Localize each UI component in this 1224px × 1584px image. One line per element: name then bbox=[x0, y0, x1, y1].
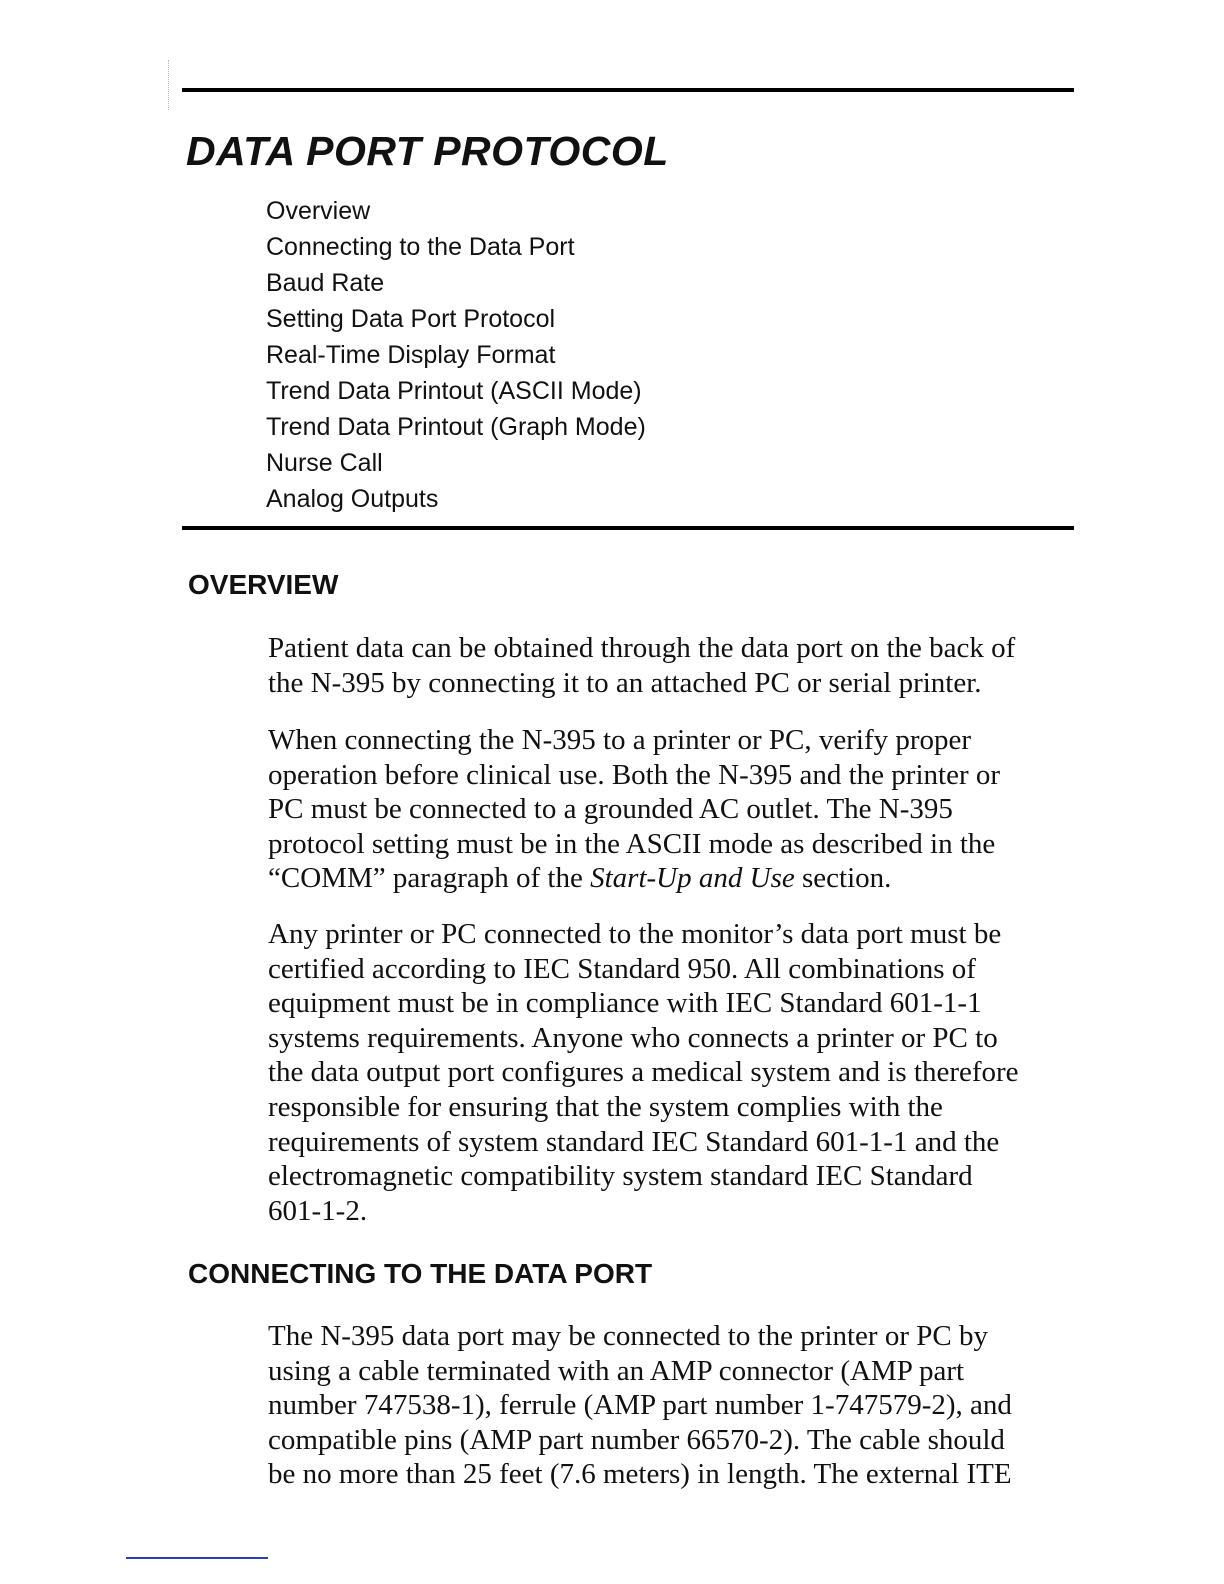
toc-item: Trend Data Printout (ASCII Mode) bbox=[266, 377, 642, 405]
text-run: section. bbox=[794, 862, 892, 895]
text-line: systems requirements. Anyone who connects a printer or PC to bbox=[268, 1021, 998, 1054]
text-line: certified according to IEC Standard 950. All combinations of bbox=[268, 952, 976, 985]
overview-paragraph-3 bbox=[268, 917, 1019, 1228]
toc-item: Baud Rate bbox=[266, 269, 385, 297]
text-line: 601-1-2. bbox=[268, 1194, 368, 1227]
toc-item: Setting Data Port Protocol bbox=[266, 305, 556, 333]
text-line: be no more than 25 feet (7.6 meters) in length. The external ITE bbox=[268, 1458, 1012, 1491]
table-of-contents bbox=[266, 193, 646, 517]
overview-paragraph-2 bbox=[268, 723, 1000, 896]
text-line: responsible for ensuring that the system complies with the bbox=[268, 1090, 943, 1123]
page-title: DATA PORT PROTOCOL bbox=[186, 128, 669, 174]
section-rule bbox=[182, 526, 1074, 530]
text-line: requirements of system standard IEC Standard 601-1-1 and the bbox=[268, 1125, 1000, 1158]
section-reference: Start-Up and Use bbox=[590, 862, 795, 895]
footer-rule bbox=[126, 1557, 268, 1559]
connecting-heading: CONNECTING TO THE DATA PORT bbox=[188, 1258, 653, 1289]
toc-item: Real-Time Display Format bbox=[266, 341, 556, 369]
text-line: The N-395 data port may be connected to the printer or PC by bbox=[268, 1320, 988, 1352]
overview-heading: OVERVIEW bbox=[188, 569, 339, 600]
text-line: PC must be connected to a grounded AC outlet. The N-395 bbox=[268, 793, 953, 826]
toc-item: Analog Outputs bbox=[266, 485, 439, 513]
text-run: “COMM” paragraph of the bbox=[268, 862, 591, 895]
text-line: Any printer or PC connected to the monitor’s data port must be bbox=[268, 918, 1002, 950]
text-line: Patient data can be obtained through the data port on the back of bbox=[268, 632, 1016, 664]
text-line: equipment must be in compliance with IEC Standard 601-1-1 bbox=[268, 987, 982, 1020]
text-line: the data output port configures a medical system and is therefore bbox=[268, 1056, 1019, 1089]
toc-item: Connecting to the Data Port bbox=[266, 233, 575, 261]
margin-mark bbox=[168, 60, 170, 110]
text-line: the N-395 by connecting it to an attached PC or serial printer. bbox=[268, 666, 982, 699]
text-line: compatible pins (AMP part number 66570-2). The cable should bbox=[268, 1423, 1005, 1456]
text-line: using a cable terminated with an AMP connector (AMP part bbox=[268, 1354, 965, 1387]
toc-item: Overview bbox=[266, 197, 371, 225]
top-rule bbox=[182, 88, 1074, 92]
text-line bbox=[268, 861, 1000, 896]
text-line: number 747538-1), ferrule (AMP part number 1-747579-2), and bbox=[268, 1389, 1012, 1422]
text-line: protocol setting must be in the ASCII mode as described in the bbox=[268, 827, 996, 860]
toc-item: Nurse Call bbox=[266, 449, 383, 477]
text-line: operation before clinical use. Both the N-395 and the printer or bbox=[268, 758, 1001, 791]
text-line: When connecting the N-395 to a printer or PC, verify proper bbox=[268, 724, 972, 756]
overview-paragraph-1 bbox=[268, 631, 1015, 700]
connecting-paragraph-1 bbox=[268, 1319, 1012, 1492]
toc-item: Trend Data Printout (Graph Mode) bbox=[266, 413, 646, 441]
text-line: electromagnetic compatibility system standard IEC Standard bbox=[268, 1160, 973, 1193]
